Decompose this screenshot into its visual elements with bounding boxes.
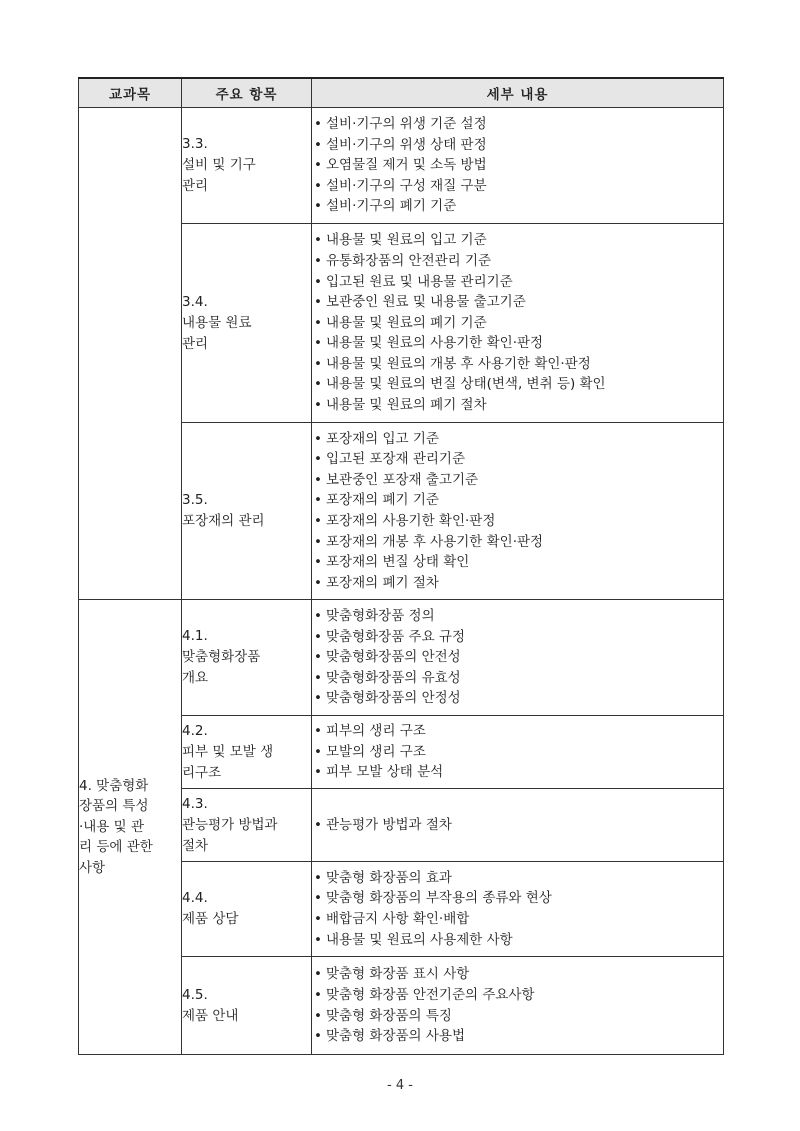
detail-item: • 보관중인 원료 및 내용물 출고기준 [312,292,723,313]
header-subject: 교과목 [79,78,182,108]
details-list [312,230,723,415]
detail-item: • 보관중인 포장재 출고기준 [312,470,723,491]
detail-item: • 맞춤형화장품의 안전성 [312,647,723,668]
item-number: 4.4. [182,890,208,906]
item-label: 내용물 원료 관리 [182,314,252,352]
detail-item: • 내용물 및 원료의 폐기 기준 [312,313,723,334]
detail-item: • 입고된 원료 및 내용물 관리기준 [312,272,723,293]
detail-item: • 포장재의 폐기 절차 [312,573,723,594]
table-header-row [79,78,724,108]
item-cell [182,862,312,957]
item-number: 4.1. [182,628,208,644]
item-cell [182,224,312,423]
details-list [312,721,723,783]
item-number: 4.5. [182,986,208,1003]
item-label: 관능평가 방법과 절차 [182,816,278,854]
item-cell [182,108,312,224]
item-number: 4.2. [182,722,208,739]
detail-item: • 내용물 및 원료의 변질 상태(변색, 변취 등) 확인 [312,374,723,395]
detail-item: • 포장재의 변질 상태 확인 [312,552,723,573]
detail-item: • 피부 모발 상태 분석 [312,762,723,783]
detail-item: • 유통화장품의 안전관리 기준 [312,251,723,272]
details-cell [312,716,724,789]
category-cell [79,600,182,1055]
details-list [312,606,723,709]
detail-item: • 포장재의 사용기한 확인·판정 [312,511,723,532]
detail-item: • 포장재의 입고 기준 [312,429,723,450]
item-cell [182,600,312,716]
details-list [312,868,723,950]
detail-item: • 포장재의 개봉 후 사용기한 확인·판정 [312,532,723,553]
detail-item: • 맞춤형 화장품 안전기준의 주요사항 [312,985,723,1006]
item-label: 피부 및 모발 생 리구조 [182,743,274,781]
detail-item: • 맞춤형화장품 정의 [312,606,723,627]
details-cell [312,108,724,224]
page-number: - 4 - [387,1078,413,1093]
details-list [312,429,723,594]
item-label: 맞춤형화장품 개요 [182,649,261,686]
header-item: 주요 항목 [182,78,312,108]
detail-item: • 오염물질 제거 및 소독 방법 [312,155,723,176]
detail-item: • 맞춤형 화장품의 효과 [312,868,723,889]
detail-item: • 내용물 및 원료의 사용기한 확인·판정 [312,333,723,354]
header-details: 세부 내용 [312,78,724,108]
detail-item: • 피부의 생리 구조 [312,721,723,742]
detail-item: • 관능평가 방법과 절차 [312,815,723,836]
detail-item: • 내용물 및 원료의 개봉 후 사용기한 확인·판정 [312,354,723,375]
detail-item: • 내용물 및 원료의 사용제한 사항 [312,930,723,951]
item-number: 4.3. [182,795,208,812]
detail-item: • 내용물 및 원료의 입고 기준 [312,230,723,251]
details-cell [312,224,724,423]
detail-item: • 포장재의 폐기 기준 [312,490,723,511]
detail-item: • 맞춤형 화장품 표시 사항 [312,964,723,985]
category-label: 4. 맞춤형화 장품의 특성 ·내용 및 관 리 등에 관한 사항 [79,777,153,876]
detail-item: • 설비·기구의 위생 기준 설정 [312,114,723,135]
detail-item: • 맞춤형화장품 주요 규정 [312,627,723,648]
item-cell [182,423,312,600]
details-list [312,815,723,836]
item-number: 3.4. [182,293,208,310]
detail-item: • 설비·기구의 위생 상태 판정 [312,135,723,156]
details-cell [312,789,724,862]
item-number: 3.5. [182,492,208,508]
detail-item: • 모발의 생리 구조 [312,742,723,763]
item-label: 설비 및 기구 관리 [182,157,256,194]
table-row [79,600,724,716]
detail-item: • 설비·기구의 구성 재질 구분 [312,176,723,197]
detail-item: • 맞춤형 화장품의 특징 [312,1006,723,1027]
item-label: 제품 상담 [182,911,239,927]
detail-item: • 맞춤형 화장품의 부작용의 종류와 현상 [312,888,723,909]
item-label: 제품 안내 [182,1007,239,1024]
detail-item: • 맞춤형 화장품의 사용법 [312,1026,723,1047]
item-cell [182,789,312,862]
detail-item: • 입고된 포장재 관리기준 [312,449,723,470]
detail-item: • 배합금지 사항 확인·배합 [312,909,723,930]
detail-item: • 설비·기구의 폐기 기준 [312,196,723,217]
category-cell [79,108,182,600]
details-list [312,114,723,217]
detail-item: • 맞춤형화장품의 유효성 [312,668,723,689]
details-cell [312,600,724,716]
details-cell [312,862,724,957]
table-row [79,108,724,224]
details-cell [312,423,724,600]
details-list [312,964,723,1046]
detail-item: • 맞춤형화장품의 안정성 [312,688,723,709]
detail-item: • 내용물 및 원료의 폐기 절차 [312,395,723,416]
item-number: 3.3. [182,136,208,152]
details-cell [312,957,724,1055]
item-cell [182,957,312,1055]
item-cell [182,716,312,789]
item-label: 포장재의 관리 [182,513,265,529]
curriculum-table [78,77,724,1055]
